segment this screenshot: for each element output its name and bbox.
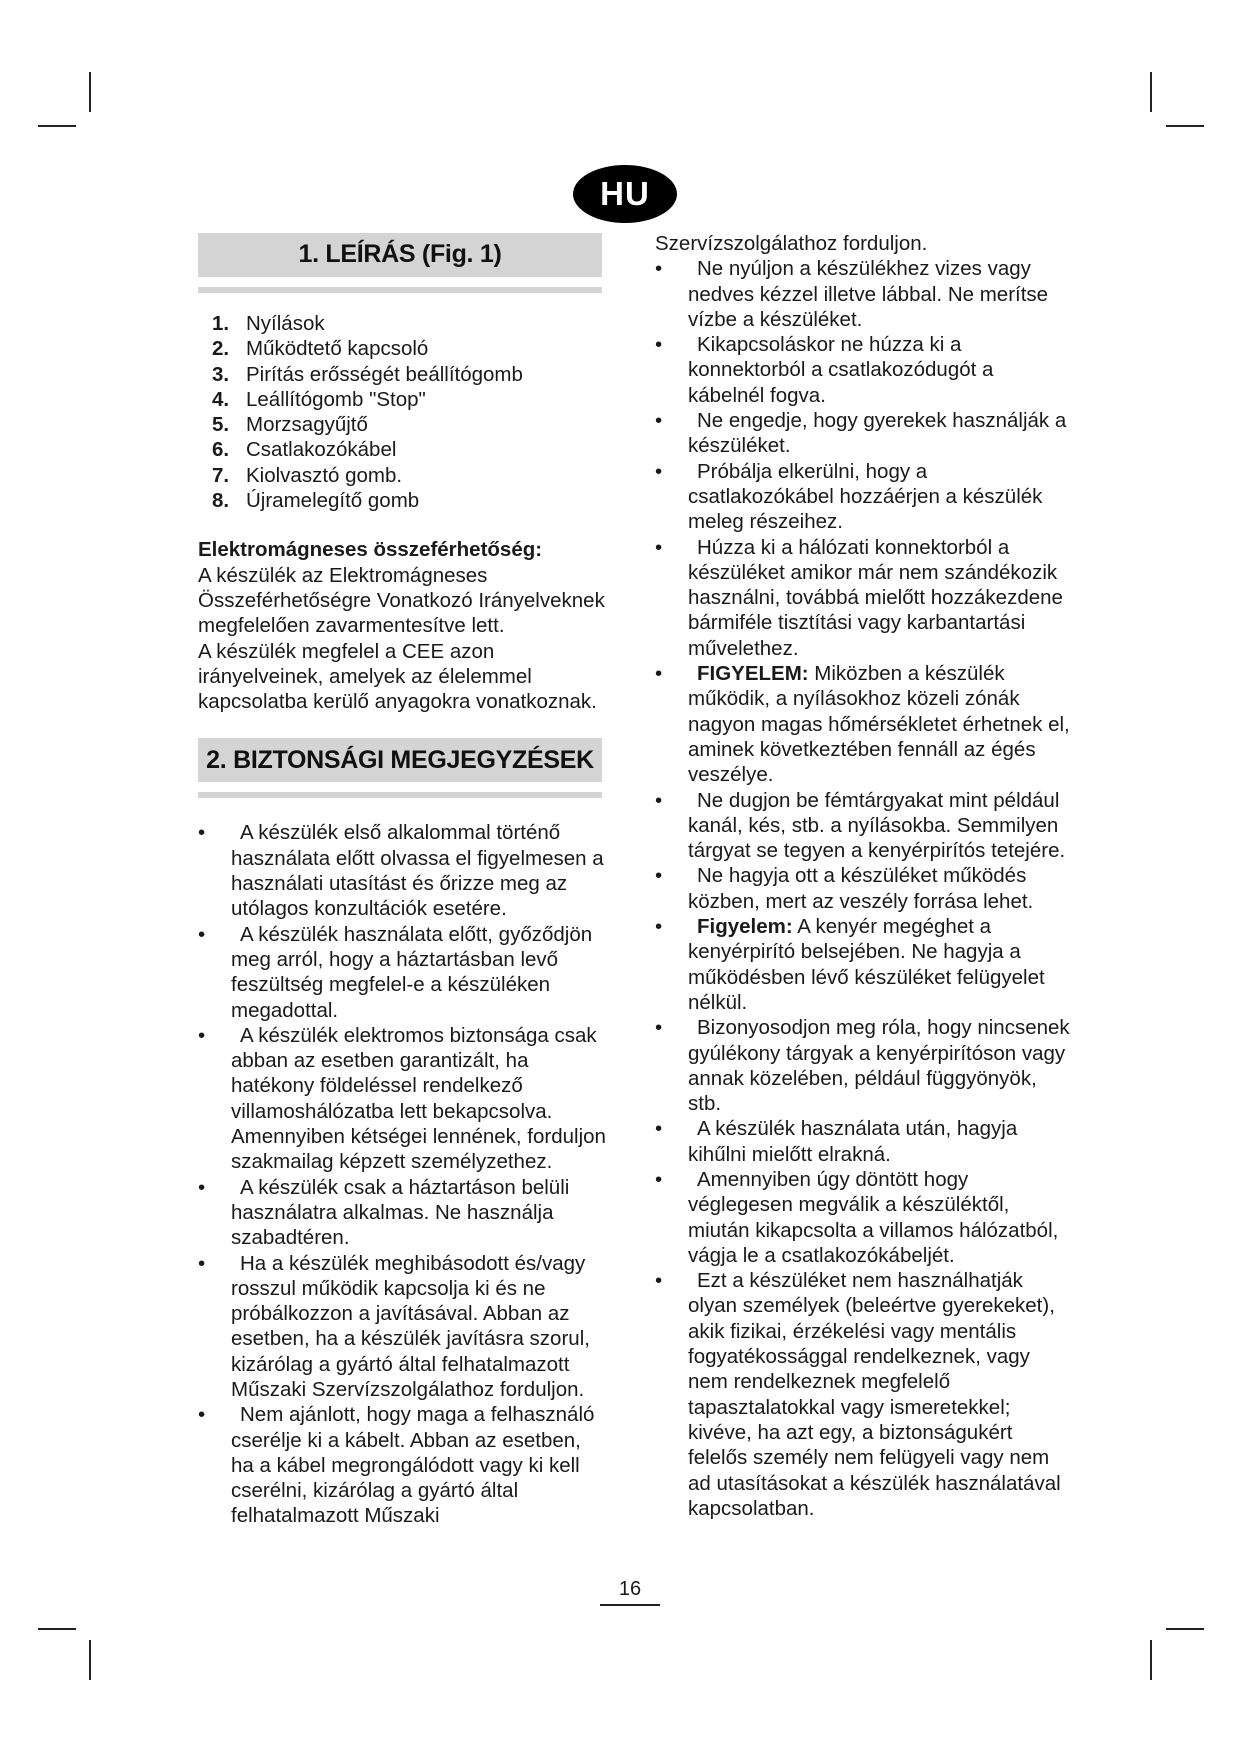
crop-mark-bottom-left-horizontal xyxy=(38,1628,76,1630)
parts-list-item: 3. Pirítás erősségét beállítógomb xyxy=(212,362,523,386)
crop-mark-bottom-left-vertical xyxy=(89,1640,91,1680)
crop-mark-bottom-right-vertical xyxy=(1150,1640,1152,1680)
safety-item: • Próbálja elkerülni, hogy a csatlakozókábel hozzáérjen a készülék meleg részeihez. xyxy=(655,459,1043,534)
emc-section xyxy=(198,537,608,714)
safety-item: • Ne hagyja ott a készüléket működés közben, mert az veszély forrása lehet. xyxy=(655,864,1034,913)
section-2-header xyxy=(198,738,602,798)
safety-item-warning: • Figyelem: A kenyér megéghet a kenyérpirító belsejében. Ne hagyja a működésben lévő készüléket felügyelet nélkül. xyxy=(655,915,1045,1014)
safety-item: • A készülék elektromos biztonsága csak abban az esetben garantizált, ha hatékony földeléssel rendelkező villamoshálózatba lett bekapcsolva. Amennyiben kétségei lennének, forduljon szakmailag képzett személyzethez. xyxy=(198,1023,606,1174)
section-2-underline xyxy=(198,792,602,798)
section-2-heading: 2. BIZTONSÁGI MEGJEGYZÉSEK xyxy=(198,738,602,782)
section-1-heading: 1. LEÍRÁS (Fig. 1) xyxy=(198,233,602,277)
crop-mark-top-left-horizontal xyxy=(38,125,76,127)
safety-item: • Bizonyosodjon meg róla, hogy nincsenek gyúlékony tárgyak a kenyérpirítóson vagy annak közelében, például függyönyök, stb. xyxy=(655,1016,1070,1116)
safety-item: • Ne dugjon be fémtárgyakat mint például kanál, kés, stb. a nyílásokba. Semmilyen tárgyat se tegyen a kenyérpirítós tetejére. xyxy=(655,788,1066,863)
safety-item: • Kikapcsoláskor ne húzza ki a konnektorból a csatlakozódugót a kábelnél fogva. xyxy=(655,333,994,407)
parts-list-item: 8. Újramelegítő gomb xyxy=(212,489,420,513)
parts-list-item: 1. Nyílások xyxy=(212,312,325,335)
language-badge: HU xyxy=(573,165,677,223)
emc-title: Elektromágneses összeférhetőség: xyxy=(198,538,543,562)
crop-mark-bottom-right-horizontal xyxy=(1166,1628,1204,1630)
safety-item: • A készülék csak a háztartáson belüli használatra alkalmas. Ne használja szabadtéren. xyxy=(198,1175,570,1250)
safety-item: • Ezt a készüléket nem használhatják olyan személyek (beleértve gyerekeket), akik fizikai, érzékelési vagy mentális fogyatékossággal rendelkeznek, vagy nem rendelkeznek megfelelő tapasztalatokkal vagy ismeretekkel; kivéve, ha azt egy, a biztonságukért felelős személy nem felügyeli vagy nem ad utasításokat a készülék használatával kapcsolatban. xyxy=(655,1269,1061,1520)
parts-list-item: 5. Morzsagyűjtő xyxy=(212,413,368,437)
parts-list-item: 6. Csatlakozókábel xyxy=(212,438,397,462)
safety-item: • Nem ajánlott, hogy maga a felhasználó cserélje ki a kábelt. Abban az esetben, ha a kábel megrongálódott vagy ki kell cserélni, kizárólag a gyártó által felhatalmazott Műszaki xyxy=(198,1403,595,1528)
crop-mark-top-right-horizontal xyxy=(1166,125,1204,127)
safety-item: • A készülék használata előtt, győződjön meg arról, hogy a háztartásban levő feszültség megfelel-e a készüléken megadottal. xyxy=(198,922,593,1022)
safety-list-left xyxy=(198,820,608,1528)
parts-list-item: 4. Leállítógomb "Stop" xyxy=(212,387,426,411)
safety-item-continuation: Szervízszolgálathoz forduljon. xyxy=(655,232,928,255)
parts-list xyxy=(212,311,608,513)
section-1-header xyxy=(198,233,602,293)
emc-paragraph-1: A készülék az Elektromágneses Összeférhetőségre Vonatkozó Irányelveknek megfelelően zavarmentesítve lett. xyxy=(198,563,605,638)
safety-item-warning: • FIGYELEM: Miközben a készülék működik, a nyílásokhoz közeli zónák nagyon magas hőmérsékletet érhetnek el, aminek következtében fennáll az égés veszélye. xyxy=(655,662,1070,787)
safety-item: • Húzza ki a hálózati konnektorból a készüléket amikor már nem szándékozik használni, továbbá mielőtt hozzákezdene bármiféle tisztítási vagy karbantartási művelethez. xyxy=(655,535,1063,660)
emc-paragraph-2: A készülék megfelel a CEE azon irányelveinek, amelyek az élelemmel kapcsolatba kerülő anyagokra vonatkoznak. xyxy=(198,639,597,714)
page-number-underline xyxy=(600,1604,660,1606)
safety-item: • A készülék első alkalommal történő használata előtt olvassa el figyelmesen a használati utasítást és őrizze meg az utólagos konzultációk esetére. xyxy=(198,821,604,921)
left-column xyxy=(198,233,608,1529)
safety-item: • Ne nyúljon a készülékhez vizes vagy nedves kézzel illetve lábbal. Ne merítse vízbe a készüléket. xyxy=(655,257,1049,331)
safety-item: • Amennyiben úgy döntött hogy véglegesen megválik a készüléktől, miután kikapcsolta a villamos hálózatból, vágja le a csatlakozókábeljét. xyxy=(655,1167,1059,1267)
parts-list-item: 7. Kiolvasztó gomb. xyxy=(212,463,403,487)
safety-item: • Ne engedje, hogy gyerekek használják a készüléket. xyxy=(655,409,1067,458)
right-column xyxy=(655,233,1075,1521)
crop-mark-top-right-vertical xyxy=(1150,72,1152,112)
section-1-underline xyxy=(198,287,602,293)
safety-list-right xyxy=(655,256,1075,1521)
crop-mark-top-left-vertical xyxy=(89,72,91,112)
page-number: 16 xyxy=(618,1578,642,1600)
safety-item: • A készülék használata után, hagyja kihűlni mielőtt elrakná. xyxy=(655,1117,1018,1166)
safety-item: • Ha a készülék meghibásodott és/vagy rosszul működik kapcsolja ki és ne próbálkozzon a javításával. Abban az esetben, ha a készülék javításra szorul, kizárólag a gyártó által felhatalmazott Műszaki Szervízszolgálathoz forduljon. xyxy=(198,1251,590,1401)
parts-list-item: 2. Működtető kapcsoló xyxy=(212,337,429,361)
